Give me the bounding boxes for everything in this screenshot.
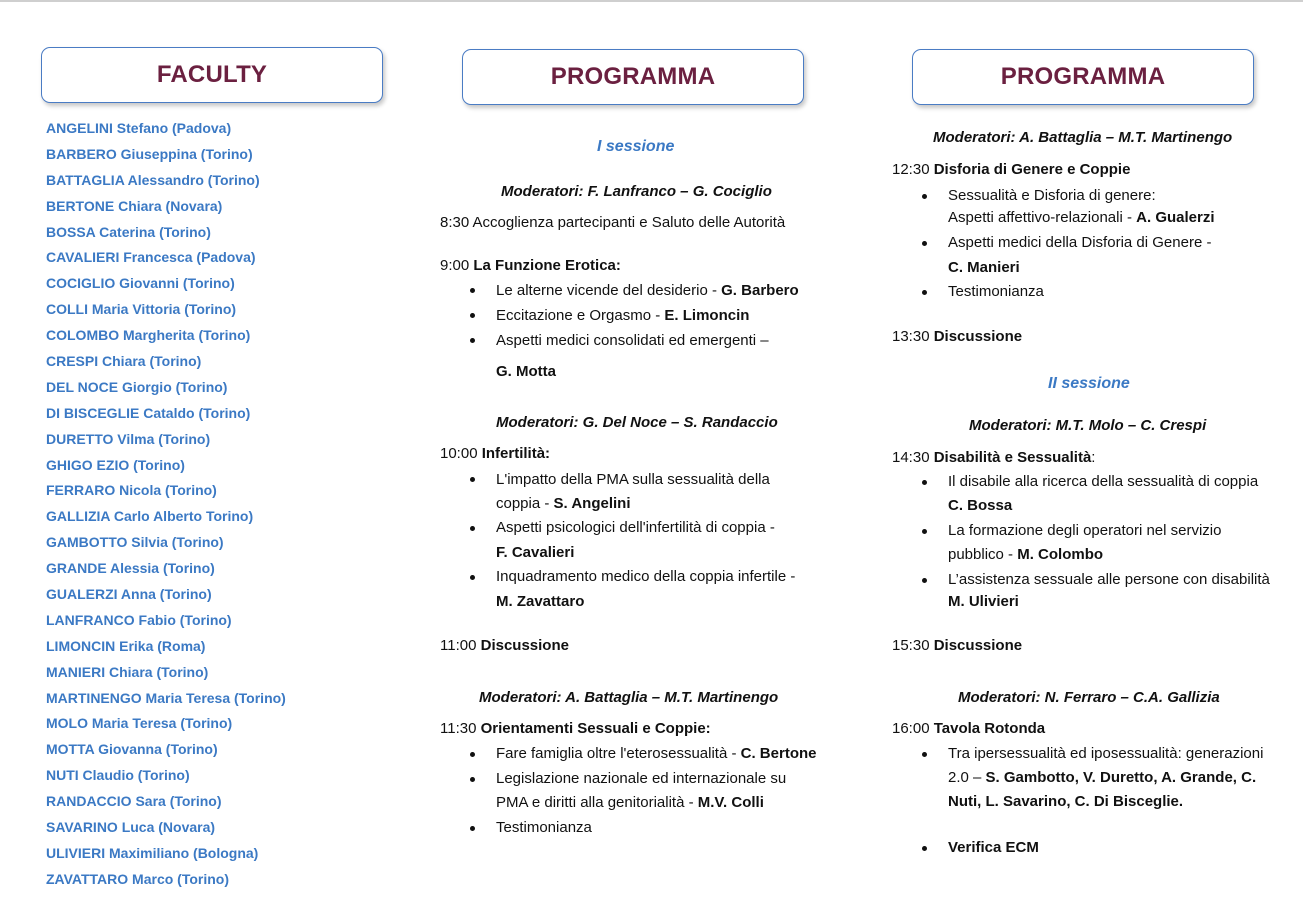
bullet-icon — [470, 826, 475, 831]
item-text: Eccitazione e Orgasmo - — [496, 307, 665, 324]
moderators: Moderatori: G. Del Noce – S. Randaccio — [496, 414, 778, 431]
faculty-member: BARBERO Giuseppina (Torino) — [46, 145, 253, 162]
block-time: 12:30 — [892, 161, 930, 178]
block-heading — [440, 444, 550, 464]
faculty-member: DEL NOCE Giorgio (Torino) — [46, 378, 228, 395]
faculty-member: ZAVATTARO Marco (Torino) — [46, 870, 230, 887]
block-title: La Funzione Erotica: — [473, 257, 621, 274]
block-title: Discussione — [933, 637, 1023, 654]
faculty-header — [41, 47, 383, 103]
speaker: Nuti, L. Savarino, C. Di Bisceglie. — [948, 793, 1184, 810]
faculty-member: LANFRANCO Fabio (Torino) — [46, 611, 232, 628]
agenda-item — [948, 768, 1256, 788]
faculty-member: GAMBOTTO Silvia (Torino) — [46, 534, 224, 551]
block-title: Infertilità: — [481, 445, 551, 462]
agenda-item — [496, 744, 816, 764]
speaker: M. Colombo — [1017, 546, 1104, 563]
agenda-item: Sessualità e Disforia di genere: — [948, 187, 1156, 204]
agenda-item: Aspetti medici della Disforia di Genere - — [948, 234, 1212, 251]
bullet-icon — [922, 846, 927, 851]
bullet-icon — [470, 777, 475, 782]
faculty-member: MANIERI Chiara (Torino) — [46, 663, 209, 680]
block-heading — [440, 719, 711, 739]
faculty-list — [46, 117, 286, 894]
bullet-icon — [470, 752, 475, 757]
speaker: E. Limoncin — [664, 307, 750, 324]
speaker: M.V. Colli — [697, 794, 764, 811]
faculty-member: ANGELINI Stefano (Padova) — [46, 120, 232, 136]
session-title: I sessione — [597, 138, 675, 155]
agenda-item: Inquadramento medico della coppia infertile - — [496, 568, 796, 585]
faculty-member: COLOMBO Margherita (Torino) — [46, 327, 251, 344]
item-text: Fare famiglia oltre l'eterosessualità - — [496, 745, 741, 762]
program-header-1 — [462, 49, 804, 105]
block-time: 16:00 — [892, 720, 930, 737]
block-time: 10:00 — [440, 445, 478, 462]
block-heading — [892, 448, 1095, 468]
block-title: Tavola Rotonda — [933, 720, 1046, 737]
agenda-item: La formazione degli operatori nel servizio — [948, 522, 1222, 539]
item-text: Aspetti affettivo-relazionali - — [948, 209, 1137, 226]
welcome-line: 8:30 Accoglienza partecipanti e Saluto delle Autorità — [440, 214, 786, 231]
moderators: Moderatori: M.T. Molo – C. Crespi — [969, 417, 1207, 434]
block-title: Disforia di Genere e Coppie — [933, 161, 1131, 178]
moderators: Moderatori: N. Ferraro – C.A. Gallizia — [958, 689, 1220, 706]
faculty-member: CAVALIERI Francesca (Padova) — [46, 249, 256, 266]
agenda-item: Legislazione nazionale ed internazionale su — [496, 770, 787, 787]
block-title: Disabilità e Sessualità — [933, 449, 1092, 466]
bullet-icon — [922, 241, 927, 246]
faculty-member: GALLIZIA Carlo Alberto Torino) — [46, 508, 254, 525]
agenda-item: L’assistenza sessuale alle persone con disabilità — [948, 571, 1270, 588]
block-title: Discussione — [480, 637, 569, 654]
faculty-member: BERTONE Chiara (Novara) — [46, 197, 223, 214]
faculty-member: DI BISCEGLIE Cataldo (Torino) — [46, 404, 251, 421]
agenda-item — [496, 306, 749, 326]
moderators: Moderatori: A. Battaglia – M.T. Martinengo — [933, 129, 1233, 146]
block-heading — [892, 160, 1130, 180]
faculty-member: GRANDE Alessia (Torino) — [46, 560, 215, 577]
block-heading — [440, 256, 621, 276]
block-time: 11:30 — [440, 720, 477, 737]
faculty-member: DURETTO Vilma (Torino) — [46, 430, 211, 447]
moderators: Moderatori: F. Lanfranco – G. Cociglio — [501, 183, 772, 200]
program-title: PROGRAMMA — [550, 63, 716, 90]
program-header-2 — [912, 49, 1254, 105]
bullet-icon — [470, 477, 475, 482]
item-text: 2.0 – — [948, 769, 986, 786]
faculty-member: SAVARINO Luca (Novara) — [46, 819, 216, 836]
bullet-icon — [470, 526, 475, 531]
faculty-title: FACULTY — [156, 61, 268, 88]
faculty-member: GHIGO EZIO (Torino) — [46, 456, 185, 473]
speaker: A. Gualerzi — [1136, 209, 1215, 226]
moderators: Moderatori: A. Battaglia – M.T. Martinengo — [479, 689, 779, 706]
speaker: M. Ulivieri — [948, 593, 1019, 610]
agenda-item: Testimonianza — [496, 819, 592, 836]
agenda-item — [496, 494, 631, 514]
program-title: PROGRAMMA — [1000, 63, 1166, 90]
faculty-member: MARTINENGO Maria Teresa (Torino) — [46, 689, 286, 706]
block-heading — [440, 636, 569, 656]
block-time: 9:00 — [440, 257, 470, 274]
item-text: coppia - — [496, 495, 554, 512]
speaker: S. Gambotto, V. Duretto, A. Grande, C. — [985, 769, 1257, 786]
verifica-ecm: Verifica ECM — [948, 839, 1039, 856]
agenda-item — [948, 208, 1215, 228]
agenda-item: Tra ipersessualità ed iposessualità: generazioni — [948, 745, 1264, 762]
agenda-item: Il disabile alla ricerca della sessualità di coppia — [948, 473, 1259, 490]
bullet-icon — [922, 578, 927, 583]
faculty-member: NUTI Claudio (Torino) — [46, 767, 190, 784]
block-title-colon: : — [1091, 449, 1096, 466]
faculty-member: BATTAGLIA Alessandro (Torino) — [46, 171, 260, 188]
faculty-member: FERRARO Nicola (Torino) — [46, 482, 217, 499]
block-time: 14:30 — [892, 449, 930, 466]
block-time: 15:30 — [892, 637, 930, 654]
block-time: 11:00 — [440, 637, 477, 654]
agenda-item — [496, 281, 799, 301]
session-title: II sessione — [1048, 375, 1130, 392]
block-time: 13:30 — [892, 328, 930, 345]
item-text: Le alterne vicende del desiderio - — [496, 282, 722, 299]
agenda-item: Aspetti medici consolidati ed emergenti – — [496, 332, 769, 349]
agenda-item: Aspetti psicologici dell'infertilità di coppia - — [496, 519, 775, 536]
speaker: F. Cavalieri — [496, 544, 575, 561]
faculty-member: MOTTA Giovanna (Torino) — [46, 741, 218, 758]
agenda-item: Testimonianza — [948, 283, 1044, 300]
agenda-item — [948, 545, 1103, 565]
agenda-item — [496, 793, 764, 813]
bullet-icon — [922, 480, 927, 485]
bullet-icon — [470, 313, 475, 318]
faculty-member: RANDACCIO Sara (Torino) — [46, 793, 222, 810]
block-heading — [892, 327, 1022, 347]
item-text: PMA e diritti alla genitorialità - — [496, 794, 698, 811]
faculty-member: COCIGLIO Giovanni (Torino) — [46, 275, 235, 292]
faculty-member: GUALERZI Anna (Torino) — [46, 586, 212, 603]
block-title: Orientamenti Sessuali e Coppie: — [480, 720, 711, 737]
block-heading — [892, 636, 1022, 656]
faculty-member: BOSSA Caterina (Torino) — [46, 223, 211, 240]
bullet-icon — [922, 752, 927, 757]
top-border-line — [0, 0, 1303, 2]
speaker: C. Bossa — [948, 497, 1013, 514]
speaker: C. Bertone — [740, 745, 817, 762]
faculty-member: LIMONCIN Erika (Roma) — [46, 637, 206, 654]
faculty-member: ULIVIERI Maximiliano (Bologna) — [46, 844, 259, 861]
speaker: G. Motta — [496, 363, 556, 380]
bullet-icon — [470, 288, 475, 293]
speaker: C. Manieri — [948, 259, 1020, 276]
item-text: pubblico - — [948, 546, 1018, 563]
speaker: G. Barbero — [721, 282, 799, 299]
block-title: Discussione — [933, 328, 1023, 345]
speaker: M. Zavattaro — [496, 593, 585, 610]
speaker: S. Angelini — [553, 495, 631, 512]
bullet-icon — [922, 194, 927, 199]
bullet-icon — [470, 575, 475, 580]
bullet-icon — [922, 290, 927, 295]
faculty-member: MOLO Maria Teresa (Torino) — [46, 715, 233, 732]
bullet-icon — [470, 338, 475, 343]
faculty-member: COLLI Maria Vittoria (Torino) — [46, 301, 237, 318]
bullet-icon — [922, 529, 927, 534]
agenda-item: L'impatto della PMA sulla sessualità della — [496, 471, 770, 488]
faculty-member: CRESPI Chiara (Torino) — [46, 353, 202, 370]
block-heading — [892, 719, 1045, 739]
